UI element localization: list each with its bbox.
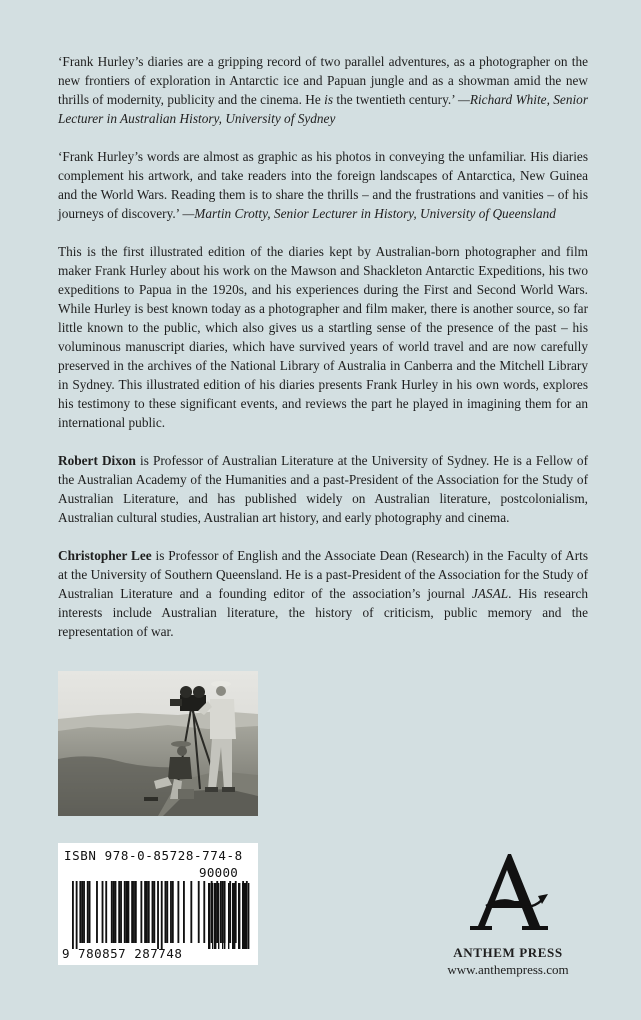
barcode-bar [105, 881, 107, 943]
barcode-bar [229, 881, 231, 943]
barcode-bar [190, 881, 192, 943]
quote-attribution: —Richard White, Senior Lecturer in Australian History, University of Sydney [58, 92, 589, 126]
author-bio-text: is Professor of Australian Literature at the University of Sydney. He is a Fellow of the Australian Academy of the Humanities and a past-President of the Association for the Study of Australian Literature, and has published widely on Australian literature, postcolonialism, Australian cultural studies, Australian art history, and early photography and cinema. [58, 453, 588, 525]
barcode-bar [113, 881, 115, 943]
barcode-bar [170, 881, 172, 943]
barcode-bar [166, 881, 168, 943]
barcode-bar [165, 881, 167, 943]
price-bar [242, 883, 243, 949]
back-cover-text [58, 52, 588, 660]
barcode-bar [216, 881, 218, 943]
price-bar [222, 883, 223, 949]
price-bar [224, 883, 225, 949]
barcode-bar [140, 881, 142, 943]
quote-text: ‘Frank Hurley’s diaries are a gripping record of two parallel adventures, as a photographer on the new frontiers of exploration in Antarctic ice and Papuan jungle and as a showman amid the new thrills of modernity, publicity and the cinema. He [58, 54, 588, 107]
barcode-bar [177, 881, 179, 943]
author-bio-text: is Professor of English and the Associate Dean (Research) in the Faculty of Arts at the University of Southern Queensland. He is a past-President of the Association for the Study of Australian Literature and a founding editor of the association’s journal [58, 548, 588, 601]
barcode-bar [172, 881, 174, 943]
anthem-logo-icon [458, 850, 558, 940]
author-bio-dixon [58, 451, 588, 527]
price-bar [248, 883, 249, 949]
barcode-bar [96, 881, 98, 943]
price-bar [208, 883, 210, 949]
barcode-bar [131, 881, 133, 943]
publisher-name: ANTHEM PRESS [453, 945, 563, 960]
isbn-label: ISBN 978-0-85728-774-8 [64, 848, 243, 863]
barcode-bar [128, 881, 130, 943]
quote-attribution: —Martin Crotty, Senior Lecturer in History, University of Queensland [182, 206, 556, 221]
barcode-bar [183, 881, 185, 943]
barcode-bar [203, 881, 205, 943]
price-bar [238, 883, 240, 949]
price-code: 90000 [199, 865, 239, 880]
quote-white [58, 52, 588, 128]
barcode-bar [81, 881, 83, 943]
barcode-bar [120, 881, 122, 943]
barcode-bar [135, 881, 137, 943]
barcode-bar [124, 881, 126, 943]
barcode-bar [152, 881, 154, 943]
barcode-bar [118, 881, 120, 943]
price-bar [244, 883, 246, 949]
price-bar [218, 883, 219, 949]
barcode-bar [111, 881, 113, 943]
author-bio-text-end: . His research interests include Australian literature, the history of criticism, public memory and the representation of war. [58, 586, 588, 639]
barcode-bar [76, 881, 78, 949]
isbn-barcode [58, 843, 258, 965]
barcode-bar [148, 881, 150, 943]
photo-illustration [58, 671, 258, 816]
author-name: Robert Dixon [58, 453, 136, 468]
barcode-bar [79, 881, 81, 943]
author-name: Christopher Lee [58, 548, 152, 563]
barcode-bar [153, 881, 155, 943]
ean-digits: 9 780857 287748 [62, 946, 183, 961]
price-bar [214, 883, 216, 949]
barcode-bar [89, 881, 91, 943]
barcode-bar [146, 881, 148, 943]
quote-text-end: the twentieth century.’ [333, 92, 459, 107]
price-bar [234, 883, 235, 949]
quote-crotty [58, 147, 588, 223]
barcode-bar [220, 881, 222, 943]
quote-text: ‘Frank Hurley’s words are almost as graphic as his photos in conveying the unfamiliar. His diaries complement his artwork, and take readers into the foreign landscapes of Antarctica, New Guinea and the World Wars. Reading them is to share the thrills – and the frustrations and vanities – of his journeys of discovery.’ [58, 149, 588, 221]
price-bar [228, 883, 229, 949]
price-bar [212, 883, 213, 949]
barcode-bar [198, 881, 200, 943]
journal-name: JASAL [471, 586, 509, 601]
author-bio-lee [58, 546, 588, 641]
barcode-bar [133, 881, 135, 943]
barcode-bar [102, 881, 104, 943]
barcode-bar [83, 881, 85, 943]
barcode-bar [87, 881, 89, 943]
book-description: This is the first illustrated edition of the diaries kept by Australian-born photographer and film maker Frank Hurley about his work on the Mawson and Shackleton Antarctic Expeditions, his two expeditions to Papua in the 1920s, and his experiences during the First and Second World Wars. While Hurley is best known today as a photographer and film maker, there is another source, so far little known to the public, which also gives us a startling sense of the presence of the past – his voluminous manuscript diaries, which have survived years of world travel and are now carefully preserved in the archives of the National Library of Australia in Canberra and the Mitchell Library in Sydney. This illustrated edition of his diaries presents Frank Hurley in his own words, explores his testimony to these significant events, and reviews the part he played in imagining them for an international public. [58, 244, 588, 430]
barcode-bar [115, 881, 117, 943]
barcode-bar [157, 881, 159, 949]
barcode-bar [72, 881, 74, 949]
quote-emphasis: is [324, 92, 334, 107]
barcode-bar [161, 881, 163, 949]
barcode-bar [126, 881, 128, 943]
hurley-filming-photo [58, 671, 258, 816]
publisher-url[interactable]: www.anthempress.com [447, 962, 569, 977]
barcode-bar [144, 881, 146, 943]
publisher-block [420, 850, 596, 978]
